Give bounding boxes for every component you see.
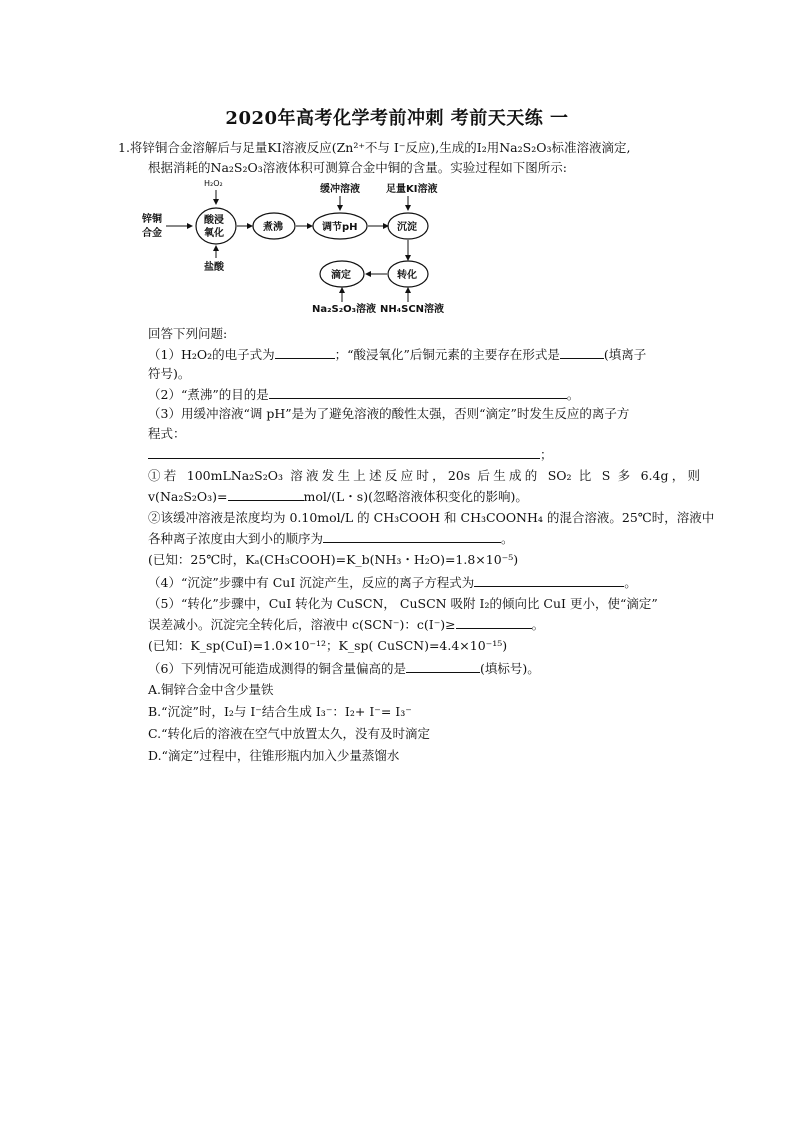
label-nh4scn: NH₄SCN溶液 [380, 304, 445, 315]
part-3-sub2-line1: ②该缓冲溶液是浓度均为 0.10mol/L 的 CH₃COOH 和 CH₃COONH₄ 的混合溶液。25℃时，溶液中 [148, 510, 715, 525]
label-zinc-copper-2: 合金 [142, 228, 162, 239]
label-ki: 足量KI溶液 [386, 184, 438, 195]
part-3-known-values: (已知：25℃时，Kₐ(CH₃COOH)=K_b(NH₃・H₂O)=1.8×10⁻⁵) [148, 552, 519, 567]
node-precipitate-label: 沉淀 [397, 222, 417, 233]
part-6-text-b: (填标号)。 [479, 661, 540, 676]
answer-blank-10[interactable] [406, 658, 480, 673]
part-1-line2: 符号)。 [148, 366, 191, 381]
part-4-text-b: 。 [624, 575, 637, 590]
label-zinc-copper-1: 锌铜 [142, 214, 162, 225]
part-2-text-a: （2）“煮沸”的目的是 [148, 387, 269, 402]
part-3-line3 [148, 444, 700, 465]
node-titrate-label: 滴定 [331, 270, 351, 281]
node-convert-label: 转化 [397, 270, 417, 281]
part-3-sub2-text-c: 。 [501, 531, 514, 546]
answer-blank-5[interactable] [323, 528, 501, 543]
question-intro-line1: 1.将锌铜合金溶解后与足量KI溶液反应(Zn²⁺不与 I⁻反应),生成的I₂用Na₂S₂O₃标准溶液滴定, [118, 140, 631, 155]
page-title: 2020年高考化学考前冲刺 考前天天练 一 [225, 108, 569, 129]
part-6-text-a: （6）下列情况可能造成测得的铜含量偏高的是 [148, 661, 406, 676]
answer-blank-7[interactable] [474, 572, 624, 587]
part-5-text-c: 。 [531, 617, 545, 632]
part-4-text-a: （4）“沉淀”步骤中有 CuI 沉淀产生，反应的离子方程式为 [148, 575, 475, 590]
part-3-sub1-text-c: mol/(L・s)(忽略溶液体积变化的影响)。 [303, 489, 528, 504]
answer-blank-1a[interactable] [275, 344, 335, 359]
part-5-line2 [148, 614, 700, 635]
part-5-known-values: (已知：K_sp(CuI)=1.0×10⁻¹²；K_sp( CuSCN)=4.4×10⁻¹⁵) [148, 638, 508, 653]
answer-blank-1b[interactable] [560, 344, 604, 359]
option-d: D.“滴定”过程中，往锥形瓶内加入少量蒸馏水 [148, 748, 400, 763]
question-intro-line2: 根据消耗的Na₂S₂O₃溶液体积可测算合金中铜的含量。实验过程如下图所示: [148, 160, 567, 175]
label-buffer: 缓冲溶液 [320, 184, 360, 195]
part-1-text-c: (填离子 [603, 347, 647, 362]
part-3-text-c: ； [540, 447, 553, 462]
part-3-sub1-text-b: v(Na₂S₂O₃)= [148, 489, 228, 504]
part-4-line [148, 572, 700, 593]
part-5-text-b: 误差减小。沉淀完全转化后，溶液中 c(SCN⁻)：c(I⁻)≥ [148, 617, 456, 632]
answer-blank-2[interactable] [269, 384, 567, 399]
node-boil-label: 煮沸 [263, 222, 283, 233]
answer-blank-8[interactable] [456, 614, 532, 629]
part-2-line [148, 384, 700, 405]
part-3-sub2-line2 [148, 528, 700, 549]
label-na2s2o3: Na₂S₂O₃溶液 [312, 304, 376, 315]
answer-blank-3[interactable] [148, 444, 540, 459]
node-acid-oxidation-label2: 氧化 [204, 228, 224, 239]
option-a: A.铜锌合金中含少量铁 [148, 682, 274, 697]
part-1-text-a: （1）H₂O₂的电子式为 [148, 347, 275, 362]
part-1-text-b: ；“酸浸氧化”后铜元素的主要存在形式是 [334, 347, 560, 362]
answer-blank-4[interactable] [228, 486, 304, 501]
part-2-text-b: 。 [566, 387, 580, 402]
label-h2o2: H₂O₂ [204, 179, 223, 188]
option-b: B.“沉淀”时，I₂与 I⁻结合生成 I₃⁻：I₂+ I⁻= I₃⁻ [148, 704, 412, 719]
process-flow-diagram [140, 178, 460, 318]
part-3-line2: 程式： [148, 426, 186, 441]
part-3-line1: （3）用缓冲溶液“调 pH”是为了避免溶液的酸性太强，否则“滴定”时发生反应的离子方 [148, 406, 630, 421]
node-adjust-ph-label: 调节pH [322, 222, 358, 233]
part-6-line [148, 658, 700, 679]
part-1-line1 [148, 344, 700, 365]
answer-prompt: 回答下列问题: [148, 326, 228, 341]
node-acid-oxidation-label1: 酸浸 [204, 215, 224, 226]
option-c: C.“转化后的溶液在空气中放置太久，没有及时滴定 [148, 726, 430, 741]
part-3-sub2-text-b: 各种离子浓度由大到小的顺序为 [148, 531, 324, 546]
part-3-sub1-line1: ①若 100mLNa₂S₂O₃ 溶液发生上述反应时，20s 后生成的 SO₂ 比 S 多 6.4g，则 [148, 468, 700, 483]
label-hcl: 盐酸 [204, 262, 224, 273]
part-3-sub1-line2 [148, 486, 700, 507]
part-5-line1: （5）“转化”步骤中，CuI 转化为 CuSCN， CuSCN 吸附 I₂的倾向比 CuI 更小，使“滴定” [148, 596, 658, 611]
